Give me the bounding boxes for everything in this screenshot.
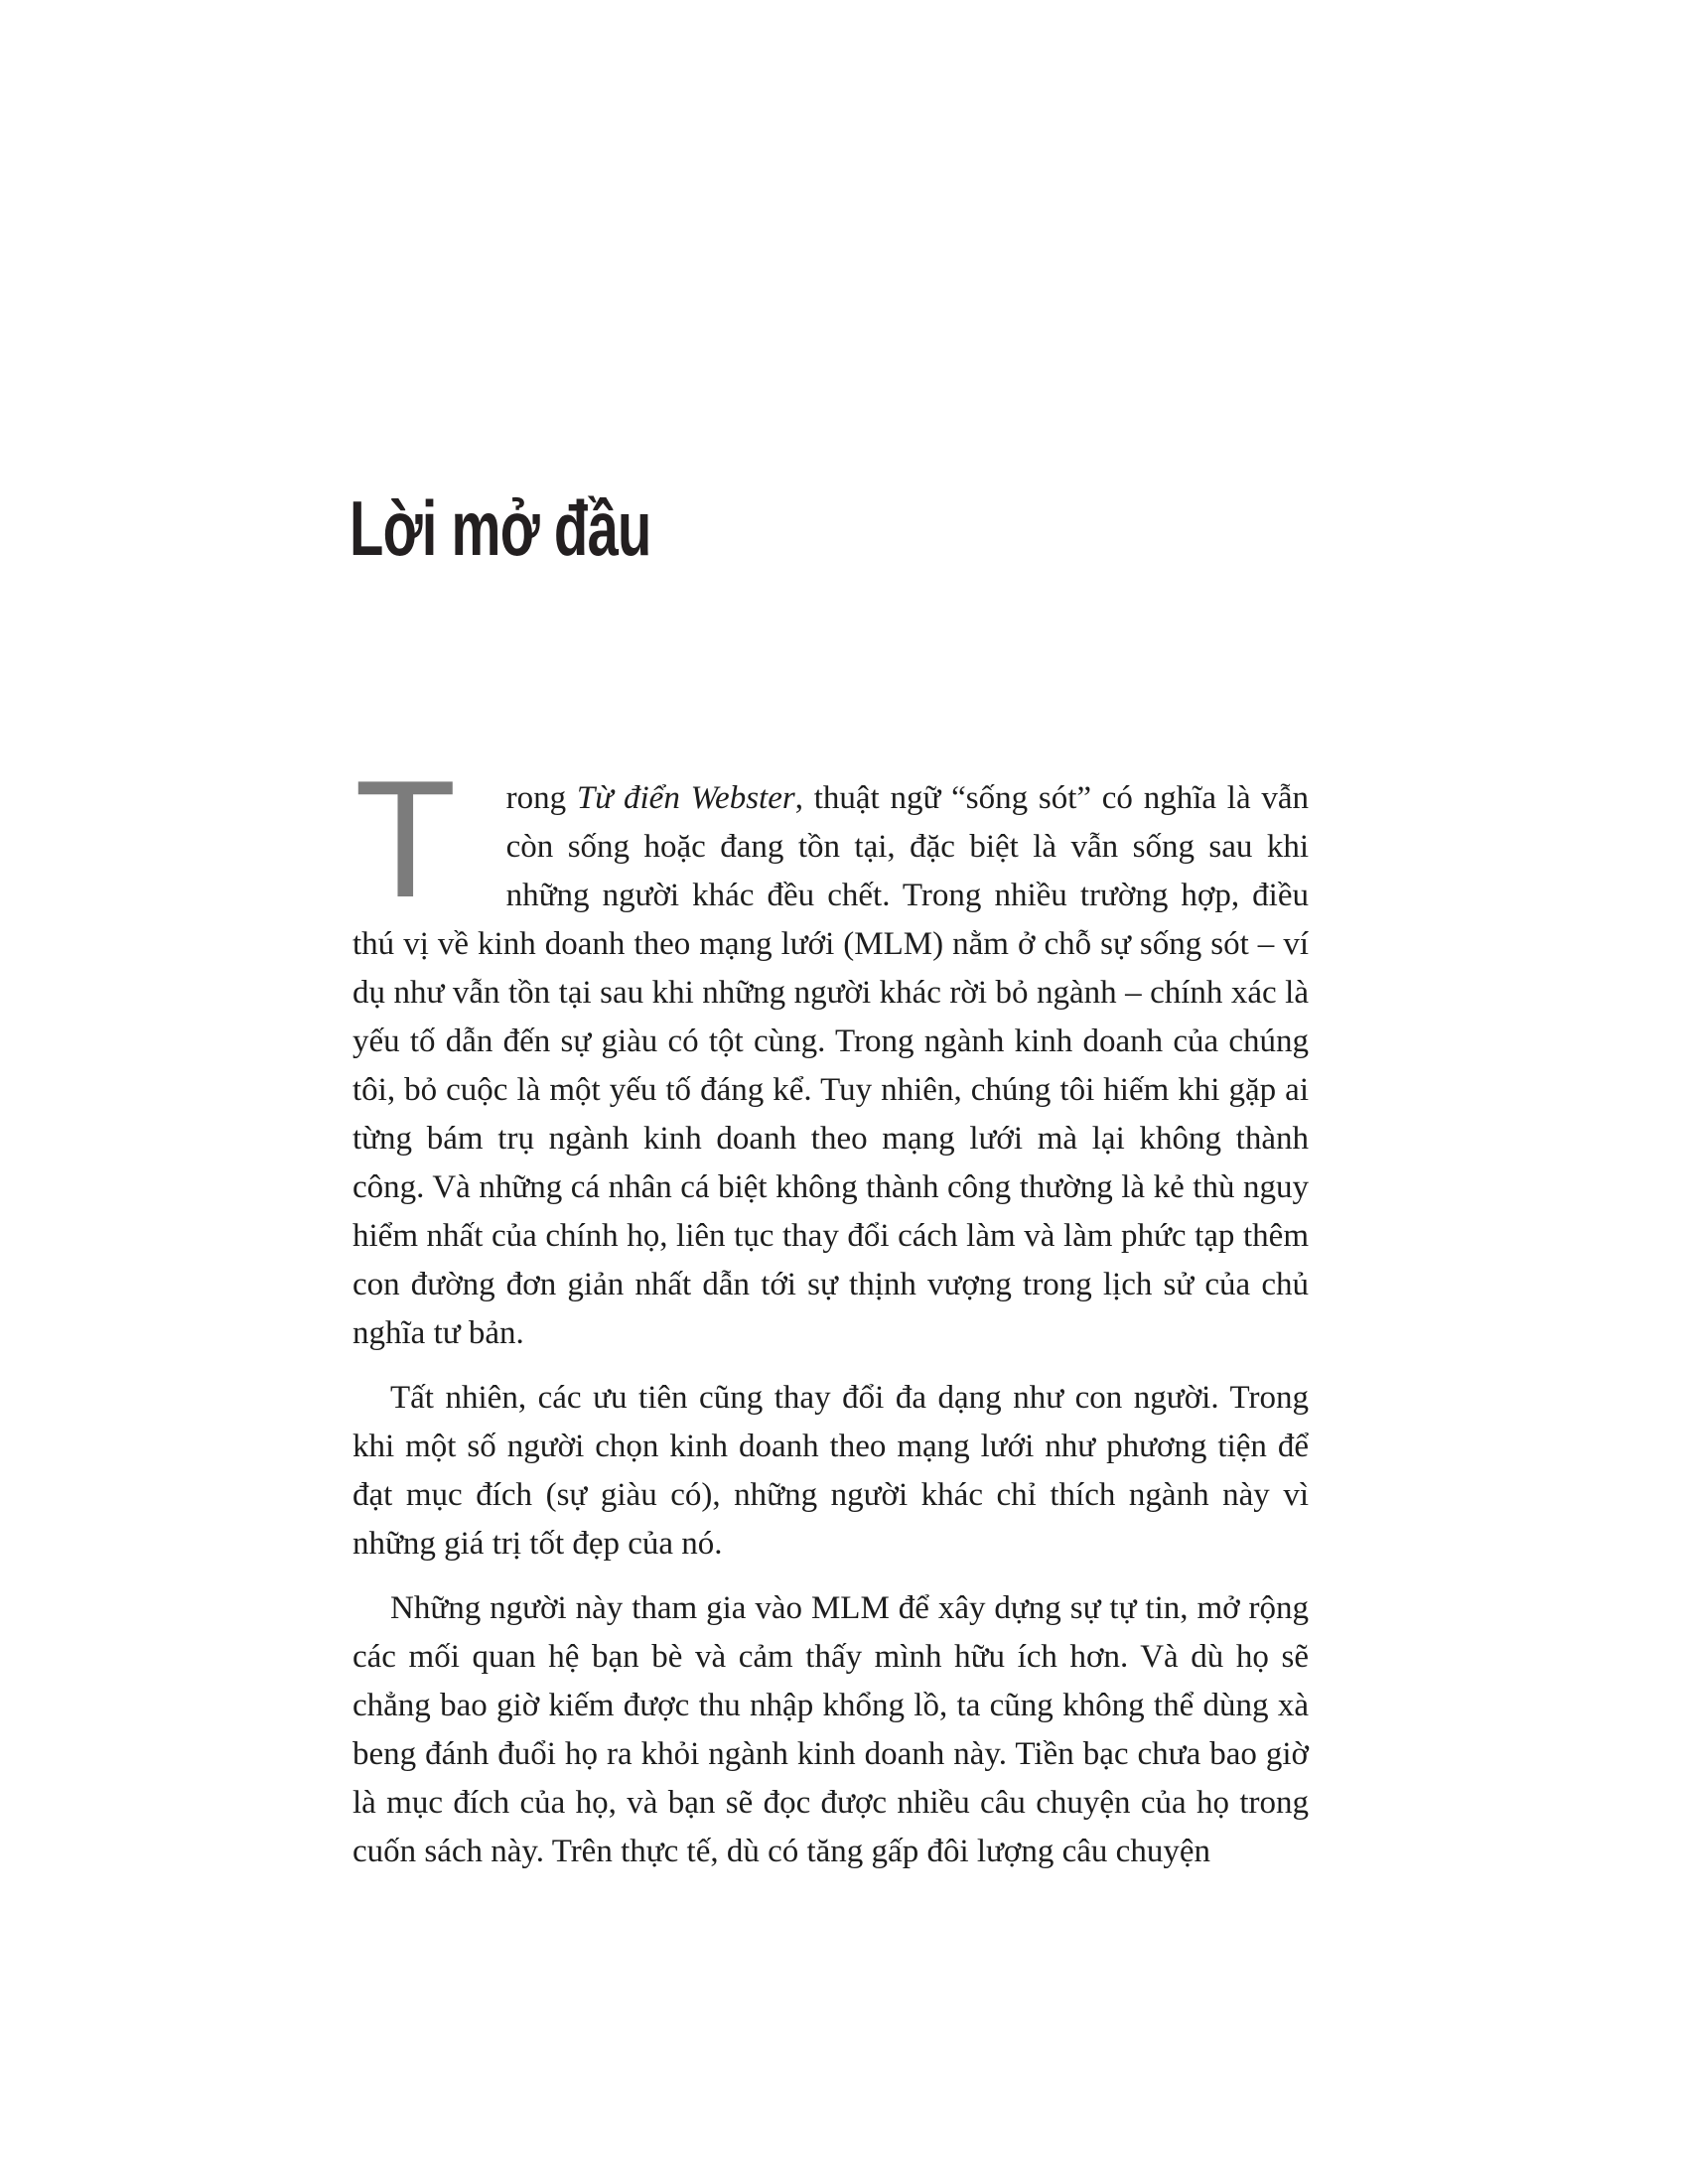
- paragraph-2: Tất nhiên, các ưu tiên cũng thay đổi đa dạng như con người. Trong khi một số người chọn kinh doanh theo mạng lưới như phương tiện để đạt mục đích (sự giàu có), những người khác chỉ thích ngành này vì những giá trị tốt đẹp của nó.: [352, 1380, 1309, 1562]
- paragraph-1-lead: rong: [505, 780, 577, 816]
- book-title-italic: Từ điển Webster: [576, 780, 795, 816]
- paragraph-3: Những người này tham gia vào MLM để xây dựng sự tự tin, mở rộng các mối quan hệ bạn bè và cảm thấy mình hữu ích hơn. Và dù họ sẽ chẳng bao giờ kiếm được thu nhập khổng lồ, ta cũng không thể dùng xà beng đánh đuổi họ ra khỏi ngành kinh doanh này. Tiền bạc chưa bao giờ là mục đích của họ, và bạn sẽ đọc được nhiều câu chuyện của họ trong cuốn sách này. Trên thực tế, dù có tăng gấp đôi lượng câu chuyện: [352, 1590, 1309, 1869]
- paragraph-1: [352, 746, 1309, 1358]
- chapter-title-text: Lời mở đầu: [350, 484, 651, 572]
- drop-cap-letter: T: [354, 746, 457, 932]
- chapter-title: [350, 484, 769, 572]
- body-text-block: [352, 746, 1309, 1876]
- paragraph-1-body: , thuật ngữ “sống sót” có nghĩa là vẫn còn sống hoặc đang tồn tại, đặc biệt là vẫn sống sau khi những người khác đều chết. Trong nhiều trường hợp, điều thú vị về kinh doanh theo mạng lưới (MLM) nằm ở chỗ sự sống sót – ví dụ như vẫn tồn tại sau khi những người khác rời bỏ ngành – chính xác là yếu tố dẫn đến sự giàu có tột cùng. Trong ngành kinh doanh của chúng tôi, bỏ cuộc là một yếu tố đáng kể. Tuy nhiên, chúng tôi hiếm khi gặp ai từng bám trụ ngành kinh doanh theo mạng lưới mà lại không thành công. Và những cá nhân cá biệt không thành công thường là kẻ thù nguy hiểm nhất của chính họ, liên tục thay đổi cách làm và làm phức tạp thêm con đường đơn giản nhất dẫn tới sự thịnh vượng trong lịch sử của chủ nghĩa tư bản.: [352, 780, 1309, 1351]
